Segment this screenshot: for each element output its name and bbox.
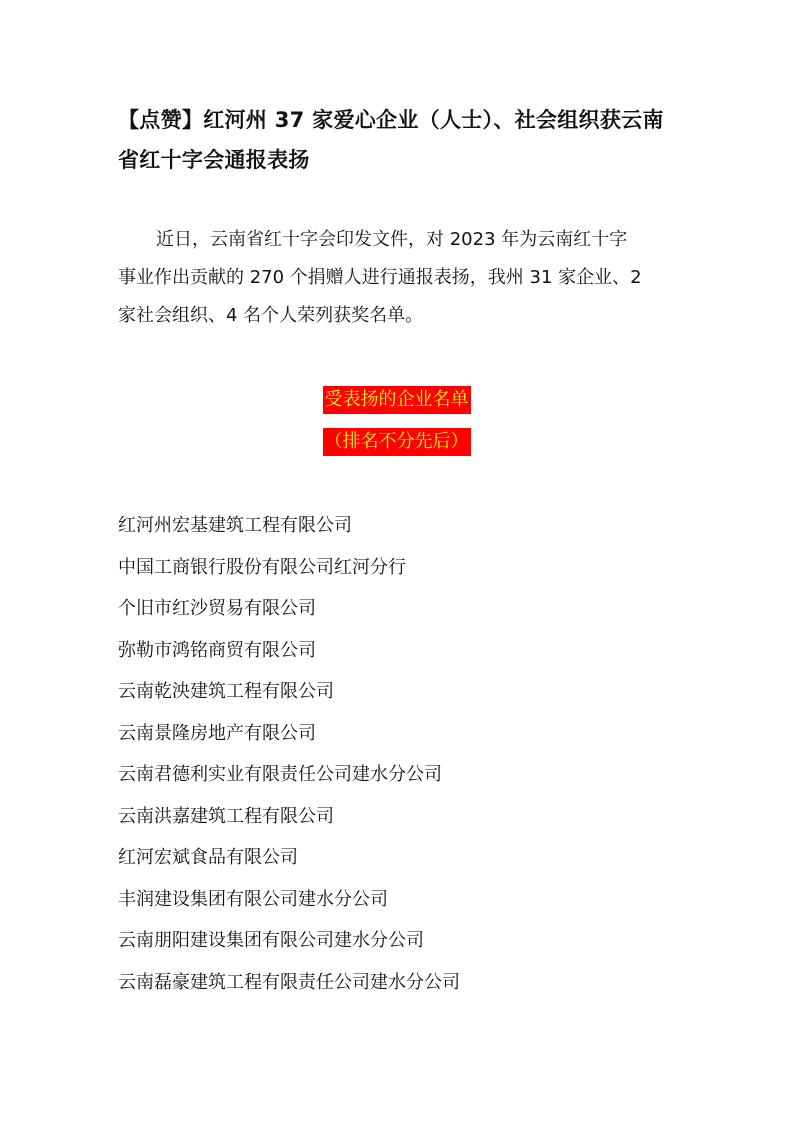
ranking-note-banner xyxy=(0,428,793,456)
list-item: 云南磊豪建筑工程有限责任公司建水分公司 xyxy=(118,971,460,993)
company-list xyxy=(118,507,688,1005)
list-item: 弥勒市鸿铭商贸有限公司 xyxy=(118,639,316,661)
list-item: 云南洪嘉建筑工程有限公司 xyxy=(118,805,334,827)
ranking-note: （排名不分先后） xyxy=(323,428,471,456)
list-item: 云南乾泱建筑工程有限公司 xyxy=(118,681,334,702)
list-heading-banner xyxy=(0,386,793,414)
list-item: 云南景隆房地产有限公司 xyxy=(118,722,316,744)
article-title-line-2: 省红十字会通报表扬 xyxy=(118,148,310,172)
list-item: 个旧市红沙贸易有限公司 xyxy=(118,598,316,619)
list-item: 云南朋阳建设集团有限公司建水分公司 xyxy=(118,930,424,951)
list-item: 红河州宏基建筑工程有限公司 xyxy=(118,515,352,536)
intro-line-1: 近日，云南省红十字会印发文件，对 2023 年为云南红十字 xyxy=(156,229,628,250)
article-title xyxy=(118,100,688,180)
list-heading: 受表扬的企业名单 xyxy=(323,386,471,414)
list-item: 红河宏斌食品有限公司 xyxy=(118,847,298,868)
intro-paragraph xyxy=(118,221,688,335)
intro-line-3: 家社会组织、4 名个人荣列获奖名单。 xyxy=(118,305,424,326)
intro-line-2: 事业作出贡献的 270 个捐赠人进行通报表扬，我州 31 家企业、2 xyxy=(118,267,642,288)
list-item: 中国工商银行股份有限公司红河分行 xyxy=(118,556,406,578)
list-item: 丰润建设集团有限公司建水分公司 xyxy=(118,888,388,910)
article-title-line-1: 【点赞】红河州 37 家爱心企业（人士）、社会组织获云南 xyxy=(118,108,664,132)
list-item: 云南君德利实业有限责任公司建水分公司 xyxy=(118,764,442,785)
